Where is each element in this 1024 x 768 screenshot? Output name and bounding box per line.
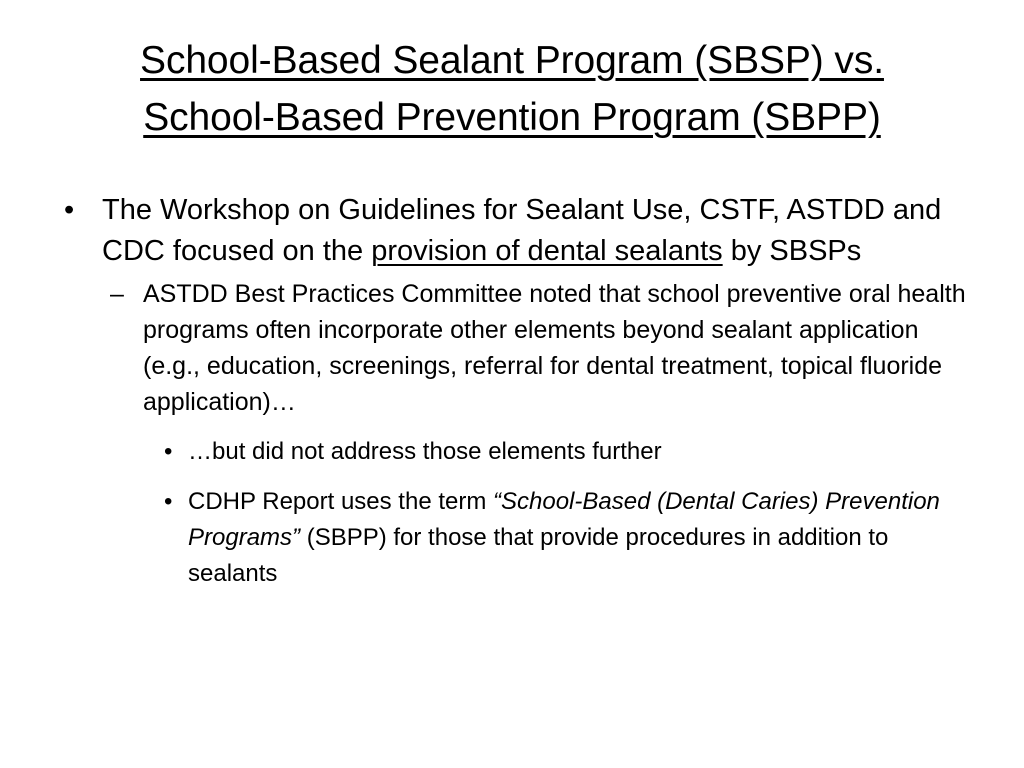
slide-body bbox=[58, 190, 978, 592]
bullet-level2 bbox=[58, 276, 978, 420]
title-line-2-text: School-Based Prevention Program (SBPP) bbox=[143, 96, 881, 139]
bullet-level1-text-underlined: provision of dental sealants bbox=[371, 235, 723, 267]
title-line-1 bbox=[60, 32, 964, 89]
bullet-level2-text: ASTDD Best Practices Committee noted that school preventive oral health programs often incorporate other elements beyond sealant application (e.g., education, screenings, referral for dental treatment, topical fluoride application)… bbox=[143, 280, 966, 416]
bullet-level3-item1 bbox=[58, 434, 978, 470]
bullet-level3-item2-text-italic: “School-Based (Dental Caries) Prevention Programs” bbox=[188, 488, 940, 551]
bullet-level3-item2-text-part2: (SBPP) for those that provide procedures in addition to sealants bbox=[188, 524, 889, 587]
bullet-level3-item2 bbox=[58, 484, 978, 592]
bullet-marker-level2: – bbox=[110, 280, 124, 308]
bullet-marker-level3-item2: • bbox=[164, 488, 173, 515]
bullet-marker-level3-item1: • bbox=[164, 438, 173, 465]
bullet-marker-level1: • bbox=[64, 194, 75, 226]
bullet-level1 bbox=[58, 190, 978, 272]
title-line-1-text: School-Based Sealant Program (SBSP) vs. bbox=[140, 39, 884, 82]
slide-title bbox=[60, 32, 964, 146]
bullet-level3-item2-text-part1: CDHP Report uses the term bbox=[188, 488, 494, 515]
bullet-level1-text-part2: by SBSPs bbox=[722, 235, 862, 267]
bullet-level1-text-part1: The Workshop on Guidelines for Sealant Use, CSTF, ASTDD and CDC focused on the bbox=[102, 194, 942, 267]
bullet-level3-item1-text: …but did not address those elements further bbox=[188, 438, 662, 465]
title-line-2 bbox=[60, 89, 964, 146]
